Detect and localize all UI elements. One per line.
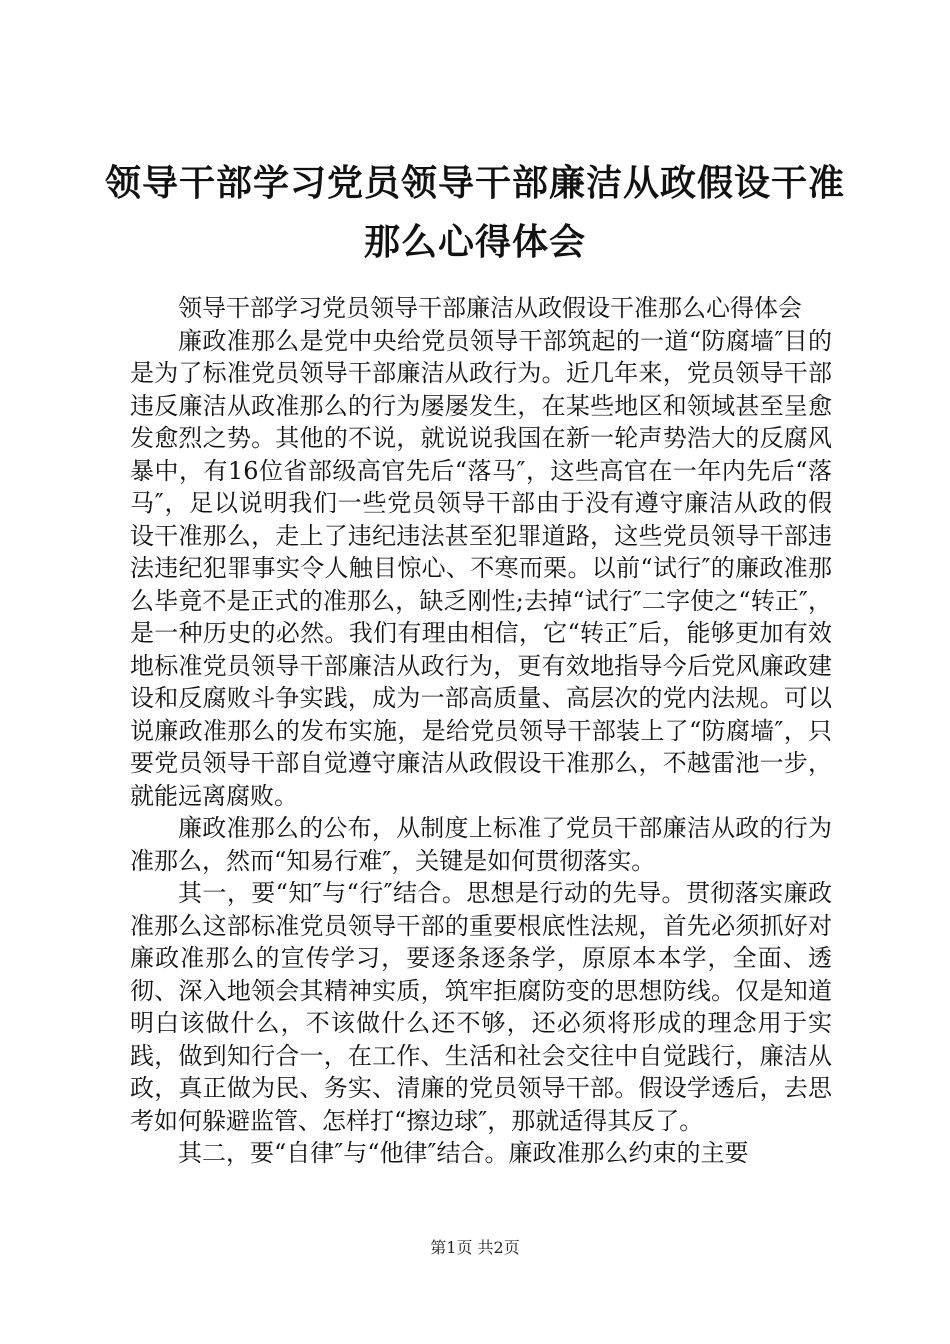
document-body [130,292,832,1170]
paragraph-3: 其一，要“知″与“行″结合。思想是行动的先导。贯彻落实廉政准那么这部标准党员领导干部的重要根底性法规，首先必须抓好对廉政准那么的宣传学习，要逐条逐条学，原原本本学，全面、透彻、深入地领会其精神实质，筑牢拒腐防变的思想防线。仅是知道明白该做什么，不该做什么还不够，还必须将形成的理念用于实践，做到知行合一，在工作、生活和社会交往中自觉践行，廉洁从政，真正做为民、务实、清廉的党员领导干部。假设学透后，去思考如何躲避监管、怎样打“擦边球″，那就适得其反了。 [130,879,832,1135]
document-title-line-1: 领导干部学习党员领导干部廉洁从政假设干准 [104,163,845,204]
page-footer: 第1页 共2页 [430,1238,520,1257]
document-title-line-2: 那么心得体会 [363,222,586,263]
paragraph-1: 廉政准那么是党中央给党员领导干部筑起的一道“防腐墙″目的是为了标准党员领导干部廉洁从政行为。近几年来，党员领导干部违反廉洁从政准那么的行为屡屡发生，在某些地区和领域甚至呈愈发愈烈之势。其他的不说，就说说我国在新一轮声势浩大的反腐风暴中，有16位省部级高官先后“落马″，这些高官在一年内先后“落马″，足以说明我们一些党员领导干部由于没有遵守廉洁从政的假设干准那么，走上了违纪违法甚至犯罪道路，这些党员领导干部违法违纪犯罪事实令人触目惊心、不寒而栗。以前“试行″的廉政准那么毕竟不是正式的准那么，缺乏刚性;去掉“试行″二字使之“转正″，是一种历史的必然。我们有理由相信，它“转正″后，能够更加有效地标准党员领导干部廉洁从政行为，更有效地指导今后党风廉政建设和反腐败斗争实践，成为一部高质量、高层次的党内法规。可以说廉政准那么的发布实施，是给党员领导干部装上了“防腐墙″，只要党员领导干部自觉遵守廉洁从政假设干准那么，不越雷池一步，就能远离腐败。 [130,326,832,810]
paragraph-2: 廉政准那么的公布，从制度上标准了党员干部廉洁从政的行为准那么，然而“知易行难″，关键是如何贯彻落实。 [130,814,832,875]
paragraph-subtitle: 领导干部学习党员领导干部廉洁从政假设干准那么心得体会 [178,294,802,322]
paragraph-4: 其二，要“自律″与“他律″结合。廉政准那么约束的主要 [178,1139,749,1167]
